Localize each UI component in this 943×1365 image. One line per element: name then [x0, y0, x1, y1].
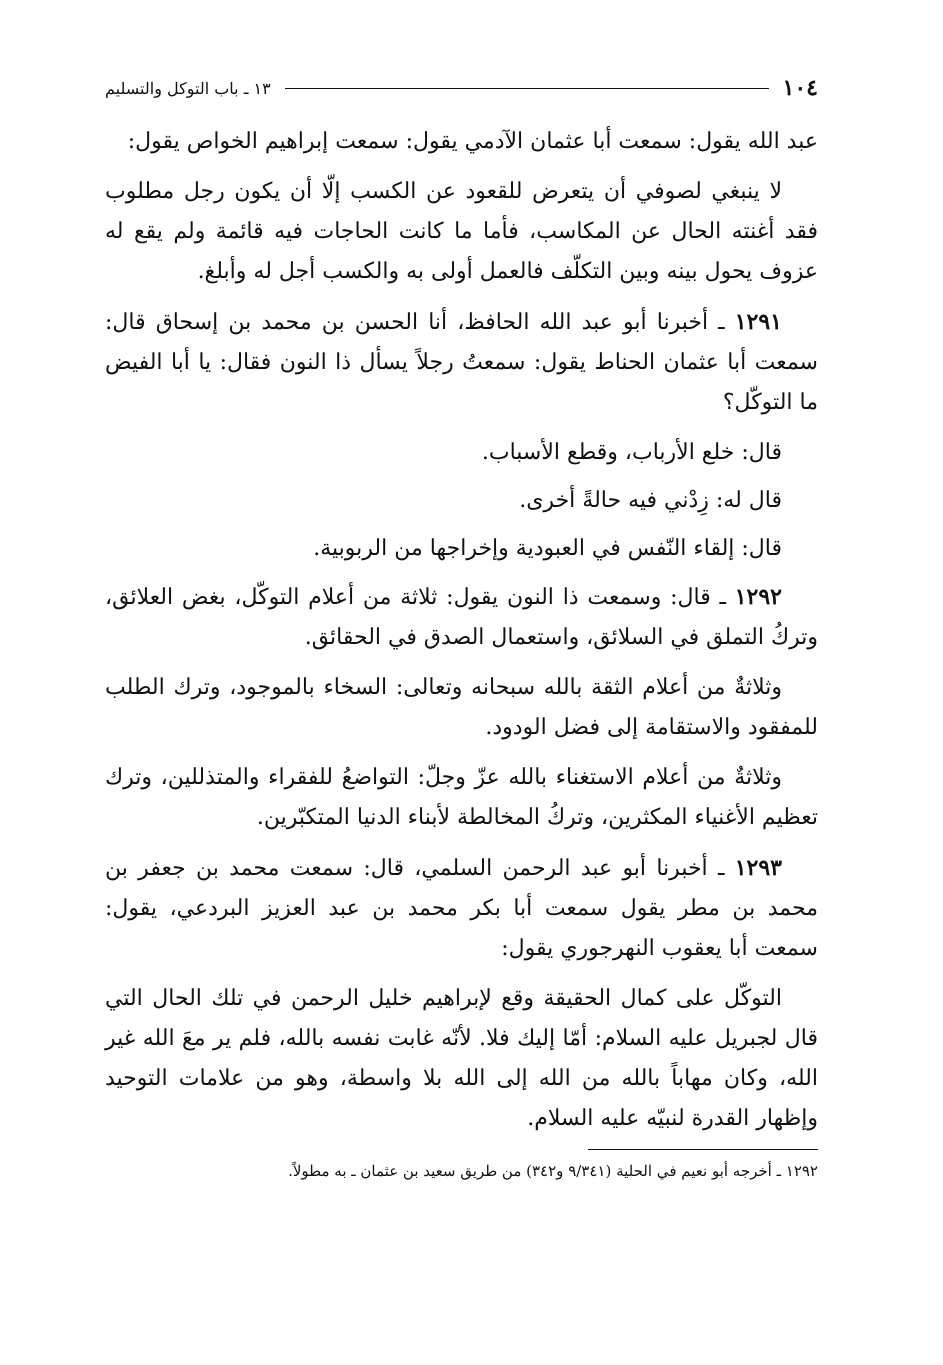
hadith-text: ـ أخبرنا أبو عبد الله الحافظ، أنا الحسن بن محمد بن إسحاق قال: سمعت أبا عثمان الحناط يقول: سمعتُ رجلاً يسأل ذا النون فقال: يا أبا الفيض ما التوكّل؟ [105, 310, 818, 415]
header-rule [285, 88, 769, 89]
hadith-1291 [105, 302, 818, 423]
page-number: ١٠٤ [782, 75, 818, 101]
answer-line: قال: خلع الأرباب، وقطع الأسباب. [481, 440, 782, 465]
page-header [105, 70, 818, 106]
hadith-number: ١٢٩١ [734, 309, 782, 335]
footnote-rule [588, 1149, 818, 1150]
answer-line: قال له: زِدْني فيه حالةً أخرى. [519, 488, 782, 513]
paragraph: التوكّل على كمال الحقيقة وقع لإبراهيم خليل الرحمن في تلك الحال التي قال لجبريل عليه السلام: أمّا إليك فلا. لأنّه غابت نفسه بالله، فلم ير معَ الله غير الله، وكان مهاباً بالله من الله إلى الله بلا واسطة، وهو من علامات التوحيد وإظهار القدرة لنبيّه عليه السلام. [105, 986, 818, 1131]
hadith-number: ١٢٩٣ [734, 855, 782, 881]
paragraph-continuation: عبد الله يقول: سمعت أبا عثمان الآدمي يقول: سمعت إبراهيم الخواص يقول: [127, 129, 818, 154]
hadith-1293 [105, 848, 818, 969]
footnote: ١٢٩٢ ـ أخرجه أبو نعيم في الحلية (٩/٣٤١ و٣٤٢) من طريق سعيد بن عثمان ـ به مطولاً. [288, 1162, 818, 1180]
page-body [105, 122, 818, 1139]
hadith-1292 [105, 577, 818, 658]
hadith-number: ١٢٩٢ [734, 584, 782, 610]
answer-line: قال: إلقاء النّفس في العبودية وإخراجها من الربوبية. [313, 536, 782, 561]
hadith-text: ـ قال: وسمعت ذا النون يقول: ثلاثة من أعلام التوكّل، بغض العلائق، وتركُ التملق في السلائق، واستعمال الصدق في الحقائق. [105, 585, 818, 650]
running-title: ١٣ ـ باب التوكل والتسليم [105, 78, 271, 98]
paragraph: وثلاثةٌ من أعلام الاستغناء بالله عزّ وجلّ: التواضعُ للفقراء والمتذللين، وترك تعظيم الأغنياء المكثرين، وتركُ المخالطة لأبناء الدنيا المتكبّرين. [105, 765, 818, 830]
hadith-text: ـ أخبرنا أبو عبد الرحمن السلمي، قال: سمعت محمد بن جعفر بن محمد بن مطر يقول سمعت أبا بكر محمد بن عبد العزيز البردعي، يقول: سمعت أبا يعقوب النهرجوري يقول: [105, 856, 818, 961]
paragraph: لا ينبغي لصوفي أن يتعرض للقعود عن الكسب إلّا أن يكون رجل مطلوب فقد أغنته الحال عن المكاسب، فأما ما كانت الحاجات فيه قائمة ولم يقع له عزوف يحول بينه وبين التكلّف فالعمل أولى به والكسب أجل له وأبلغ. [105, 179, 818, 284]
paragraph: وثلاثةٌ من أعلام الثقة بالله سبحانه وتعالى: السخاء بالموجود، وترك الطلب للمفقود والاستقامة إلى فضل الودود. [105, 675, 818, 740]
